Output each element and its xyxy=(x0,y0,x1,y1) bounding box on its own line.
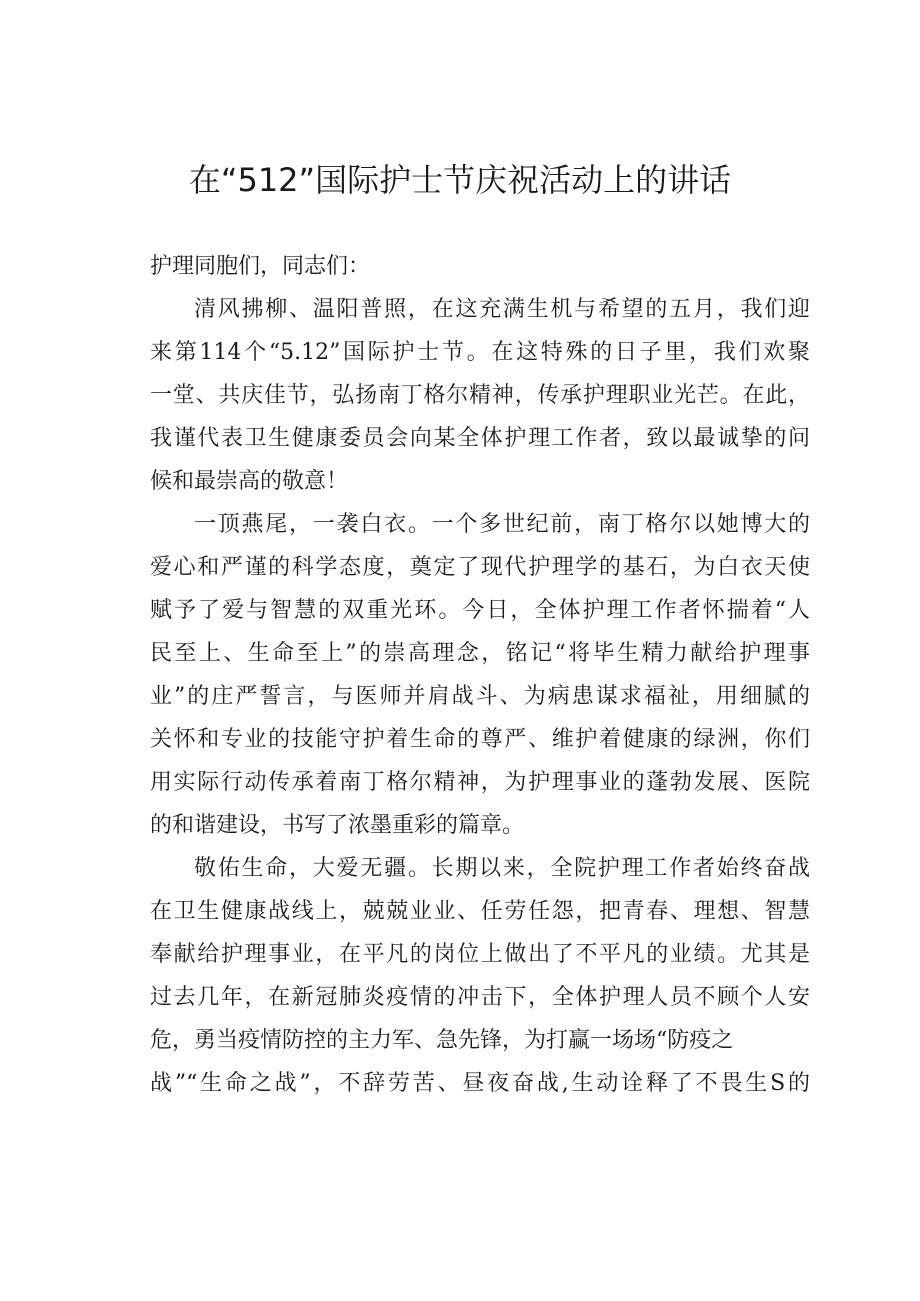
paragraph-3-line-4: 过去几年，在新冠肺炎疫情的冲击下，全体护理人员不顾个人安 xyxy=(150,985,810,1010)
paragraph-2-line-6: 关怀和专业的技能守护着生命的尊严、维护着健康的绿洲，你们 xyxy=(150,727,810,752)
paragraph-1-line-3: 一堂、共庆佳节，弘扬南丁格尔精神，传承护理职业光芒。在此， xyxy=(150,383,810,408)
document-title: 在“512”国际护士节庆祝活动上的讲话 xyxy=(188,161,732,199)
paragraph-3-line-3: 奉献给护理事业，在平凡的岗位上做出了不平凡的业绩。尤其是 xyxy=(150,942,810,967)
paragraph-2-line-7: 用实际行动传承着南丁格尔精神，为护理事业的蓬勃发展、医院 xyxy=(150,770,810,795)
paragraph-1-line-4: 我谨代表卫生健康委员会向某全体护理工作者，致以最诚挚的问 xyxy=(150,426,810,451)
paragraph-2-line-5: 业”的庄严誓言，与医师并肩战斗、为病患谋求福祉，用细腻的 xyxy=(150,684,810,709)
paragraph-2-line-8: 的和谐建设，书写了浓墨重彩的篇章。 xyxy=(150,813,525,838)
paragraph-1-line-5: 候和最崇高的敬意！ xyxy=(150,469,349,494)
paragraph-2-line-2: 爱心和严谨的科学态度，奠定了现代护理学的基石，为白衣天使 xyxy=(150,555,810,580)
salutation: 护理同胞们，同志们： xyxy=(150,254,371,279)
paragraph-3-line-2: 在卫生健康战线上，兢兢业业、任劳任怨，把青春、理想、智慧 xyxy=(150,899,810,924)
paragraph-3-line-6: 战”“生命之战”，不辞劳苦、昼夜奋战,生动诠释了不畏生S的 xyxy=(150,1071,810,1096)
document-body xyxy=(150,245,810,1105)
paragraph-1-line-2: 来第114个“5.12”国际护士节。在这特殊的日子里，我们欢聚 xyxy=(150,340,810,365)
paragraph-3-line-5: 危，勇当疫情防控的主力军、急先锋，为打赢一场场“防疫之 xyxy=(150,1028,734,1053)
paragraph-2-line-3: 赋予了爱与智慧的双重光环。今日，全体护理工作者怀揣着“人 xyxy=(150,598,810,623)
paragraph-1-line-1: 清风拂柳、温阳普照，在这充满生机与希望的五月，我们迎 xyxy=(194,297,810,322)
paragraph-3-line-1: 敬佑生命，大爱无疆。长期以来，全院护理工作者始终奋战 xyxy=(194,856,810,881)
paragraph-2-line-4: 民至上、生命至上”的崇高理念，铭记“将毕生精力献给护理事 xyxy=(150,641,810,666)
paragraph-2-line-1: 一顶燕尾，一袭白衣。一个多世纪前，南丁格尔以她博大的 xyxy=(194,512,810,537)
